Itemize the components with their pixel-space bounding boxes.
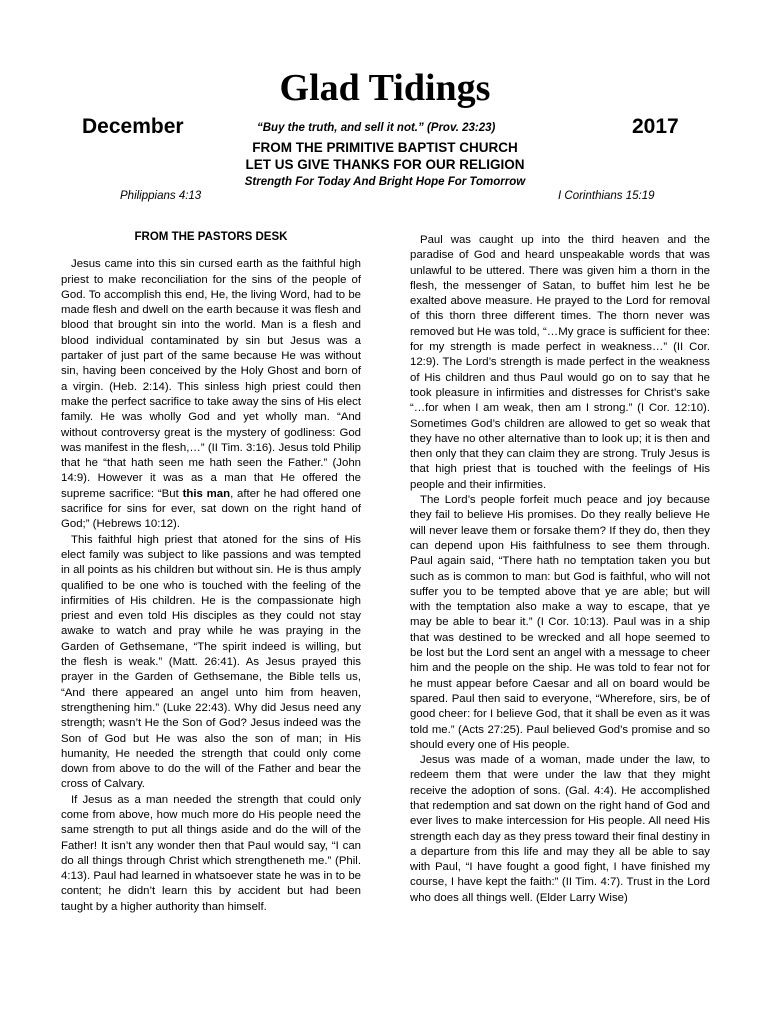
church-name: FROM THE PRIMITIVE BAPTIST CHURCH	[252, 140, 518, 155]
bold-phrase: this man	[182, 487, 231, 500]
theme-line: LET US GIVE THANKS FOR OUR RELIGION	[245, 157, 525, 172]
left-column	[61, 230, 361, 915]
article-paragraph: Jesus came into this sin cursed earth as the faithful high priest to make reconciliation for the sins of the people of God. To accomplish this end, He, the living Word, had to be made flesh and dwell on the earth because it was flesh and blood that brought sin into the world. Man is a flesh and blood individual contaminated by sin but Jesus was a partaker of just part of the same because He was without sin, having been conceived by the Holy Ghost and born of a virgin. (Heb. 2:14). This sinless high priest could then make the perfect sacrifice to take away the sins of His elect family. He was wholly God and yet wholly man. “And without controversy great is the mystery of godliness: God was manifest in the flesh,…” (II Tim. 3:16). Jesus told Philip that he “that hath seen me hath seen the Father.” (John 14:9). However it was as a man that He offered the supreme sacrifice: “But this man, after he had offered one sacrifice for sins for ever, sat down on the right hand of God;” (Hebrews 10:12).	[61, 258, 361, 531]
issue-year: 2017	[632, 115, 679, 138]
scripture-ref-right: I Corinthians 15:19	[558, 190, 655, 202]
article-paragraph: The Lord’s people forfeit much peace and joy because they fail to believe His promises. Do they really believe He will never leave them or forsake them? If they do, then they can depend upon His faithfulness to see them through. Paul again said, “There hath no temptation taken you but such as is common to man: but God is faithful, who will not suffer you to be tempted above that ye are able; but will with the temptation also make a way to escape, that ye may be able to bear it.” (I Cor. 10:13). Paul was in a ship that was destined to be wrecked and all hope seemed to be lost but the Lord sent an angel with a message to cheer him and the people on the ship. He was told to fear not for he must appear before Caesar and all on board would be spared. Paul then said to everyone, “Wherefore, sirs, be of good cheer: for I believe God, that it shall be even as it was told me.” (Acts 27:25). Paul believed God’s promise and so should every one of His people.	[410, 494, 710, 751]
article-paragraph: Paul was caught up into the third heaven and the paradise of God and heard unspeakable words that was unlawful to be uttered. There was given him a thorn in the flesh, the messenger of Satan, to buffet him lest he be exalted above measure. He prayed to the Lord for removal of this thorn three different times. The thorn never was removed but He was told, “…My grace is sufficient for thee: for my strength is made perfect in weakness…” (II Cor. 12:9). The Lord’s strength is made perfect in the weakness of His children and thus Paul would go on to say that he took pleasure in infirmities and distresses for Christ’s sake “…for when I am weak, then am I strong.” (I Cor. 12:10). Sometimes God’s children are allowed to get so weak that they have no other alternative than to look up; it is then and then only that they can claim they are strong. Truly Jesus is that high priest that is touched with the feelings of His people and their infirmities.	[410, 234, 710, 491]
article-paragraph: This faithful high priest that atoned for the sins of His elect family was subject to like passions and was tempted in all points as his children but without sin. He is thus amply qualified to be one who is touched with the feeling of the infirmities of His children. He is the compassionate high priest and even told His disciples as they could not stay awake to watch and pray while he was praying in the Garden of Gethsemane, “The spirit indeed is willing, but the flesh is weak.” (Matt. 26:41). As Jesus prayed this prayer in the Garden of Gethsemane, the Bible tells us, “And there appeared an angel unto him from heaven, strengthening him.” (Luke 22:43). Why did Jesus need any strength; wasn’t He the Son of God? Jesus indeed was the Son of God but He was also the son of man; in His humanity, He needed the strength that could only come down from above to do the will of the Father and bear the cross of Calvary.	[61, 533, 361, 791]
issue-month: December	[82, 115, 184, 138]
newsletter-title: Glad Tidings	[279, 67, 491, 109]
article-heading: FROM THE PASTORS DESK	[134, 231, 288, 243]
motto: “Buy the truth, and sell it not.” (Prov. 23:23)	[257, 122, 496, 134]
article-paragraph: If Jesus as a man needed the strength that could only come from above, how much more do His people need the same strength to put all things aside and do the will of the Father! It isn’t any wonder then that Paul would say, “I can do all things through Christ which strengtheneth me.” (Phil. 4:13). Paul had learned in whatsoever state he was in to be content; he didn’t learn this by accident but had been taught by a higher authority than himself.	[61, 793, 361, 913]
article-paragraph: Jesus was made of a woman, made under the law, to redeem them that were under the law that they might receive the adoption of sons. (Gal. 4:4). He accomplished that redemption and sat down on the right hand of God and ever lives to make intercession for His people. All need His strength each day as they press toward their final destiny in a departure from this life and may they all be able to say with Paul, “I have fought a good fight, I have finished my course, I have kept the faith:” (II Tim. 4:7). Trust in the Lord who does all things well. (Elder Larry Wise)	[410, 754, 710, 904]
right-column	[410, 233, 710, 906]
tagline: Strength For Today And Bright Hope For Tomorrow	[244, 176, 526, 188]
scripture-ref-left: Philippians 4:13	[120, 190, 202, 202]
